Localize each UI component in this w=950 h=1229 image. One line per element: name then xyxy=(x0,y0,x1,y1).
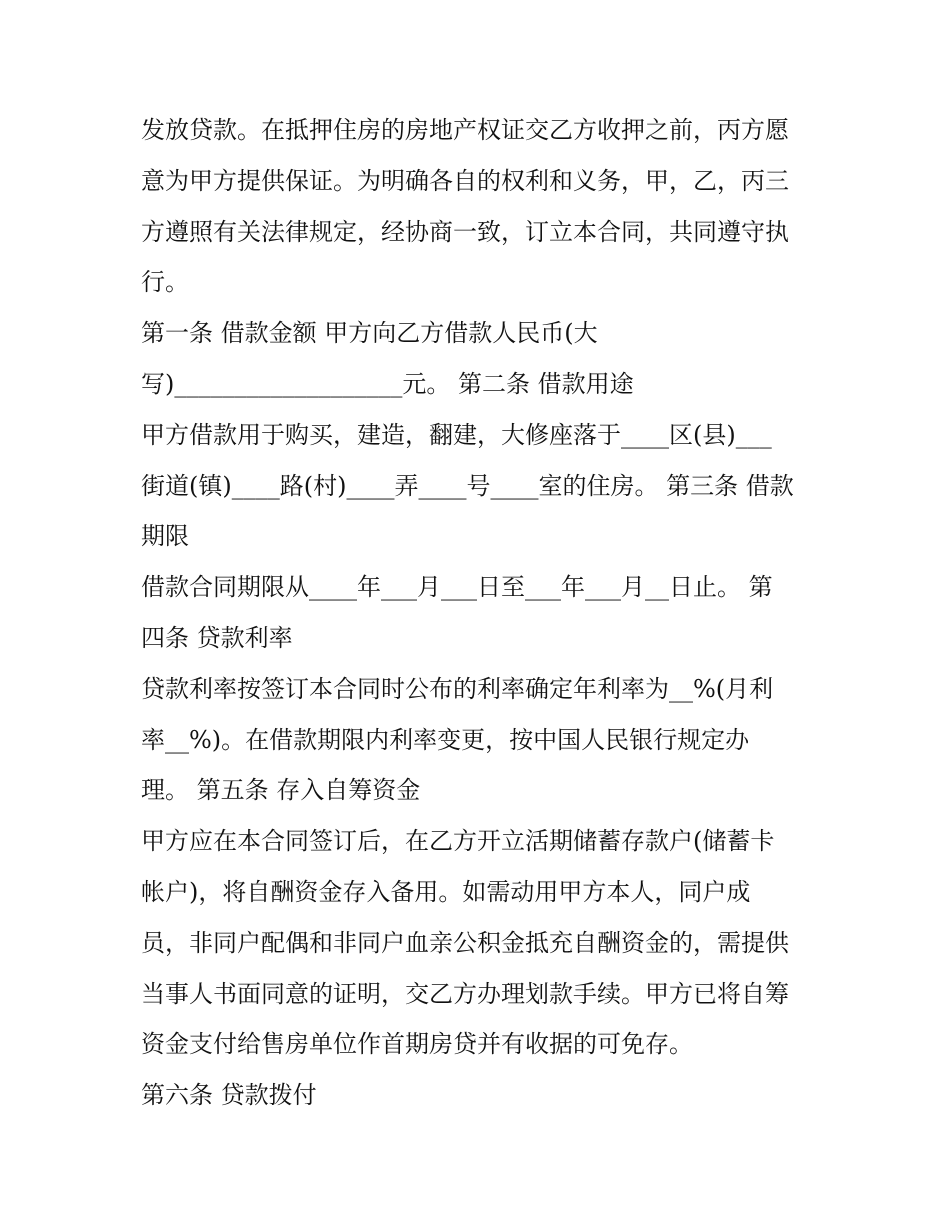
text-line: 发放贷款。在抵押住房的房地产权证交乙方收押之前，丙方愿 xyxy=(141,116,789,144)
text-line: 帐户)，将自酬资金存入备用。如需动用甲方本人，同户成 xyxy=(141,877,751,906)
text-line: 资金支付给售房单位作首期房贷并有收据的可免存。 xyxy=(141,1030,693,1059)
text-line: 甲方应在本合同签订后，在乙方开立活期储蓄存款户(储蓄卡 xyxy=(141,827,775,856)
text-line: 员，非同户配偶和非同户血亲公积金抵充自酬资金的，需提供 xyxy=(141,928,789,957)
text-line: 期限 xyxy=(141,522,189,551)
contract-body xyxy=(141,105,821,1121)
article-1-heading: 第一条 借款金额 甲方向乙方借款人民币(大 xyxy=(141,319,598,348)
text-line: 借款合同期限从____年___月___日至___年___月__日止。 第 xyxy=(141,573,773,602)
text-line: 当事人书面同意的证明，交乙方办理划款手续。甲方已将自筹 xyxy=(141,979,789,1008)
text-line: 贷款利率按签订本合同时公布的利率确定年利率为__%(月利 xyxy=(141,674,774,703)
text-line: 行。 xyxy=(141,268,189,297)
text-line: 意为甲方提供保证。为明确各自的权利和义务，甲，乙，丙三 xyxy=(141,166,789,195)
text-line: 四条 贷款利率 xyxy=(141,623,293,652)
text-line: 方遵照有关法律规定，经协商一致，订立本合同，共同遵守执 xyxy=(141,217,789,246)
text-line: 写)___________________元。 第二条 借款用途 xyxy=(141,369,634,398)
article-6-heading: 第六条 贷款拨付 xyxy=(141,1081,317,1110)
text-line: 理。 第五条 存入自筹资金 xyxy=(141,776,421,805)
text-line: 甲方借款用于购买，建造，翻建，大修座落于____区(县)___ xyxy=(141,420,772,449)
text-line: 率__%)。在借款期限内利率变更，按中国人民银行规定办 xyxy=(141,725,750,754)
text-line: 街道(镇)____路(村)____弄____号____室的住房。 第三条 借款 xyxy=(141,471,794,500)
